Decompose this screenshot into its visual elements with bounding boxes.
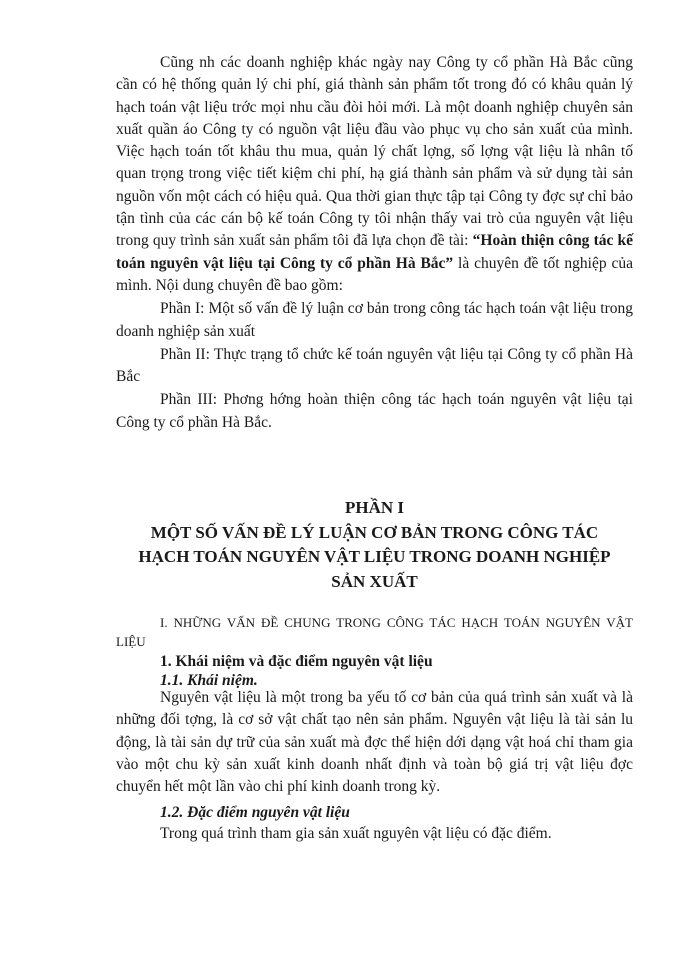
part-2-summary: Phần II: Thực trạng tổ chức kế toán nguyên vật liệu tại Công ty cổ phần Hà Bắc	[116, 345, 633, 386]
section-heading-text: I. NHỮNG VẤN ĐỀ CHUNG TRONG CÔNG TÁC HẠCH TOÁN NGUYÊN VẬT LIỆU	[116, 615, 633, 649]
characteristics-paragraph: Trong quá trình tham gia sản xuất nguyên vật liệu có đặc điểm.	[160, 825, 552, 842]
intro-text-end: là chuyên đề tốt nghiệp của mình. Nội dung chuyên đề bao gồm:	[116, 254, 633, 294]
section-heading	[116, 614, 633, 651]
subsection-1-1-heading: 1.1. Khái niệm.	[160, 672, 258, 689]
subsection-1-heading: 1. Khái niệm và đặc điểm nguyên vật liệu	[160, 653, 433, 670]
topic-title: “Hoàn thiện công tác kế toán nguyên vật liệu tại Công ty cổ phần Hà Bắc”	[116, 232, 634, 272]
chapter-title-line-2: HẠCH TOÁN NGUYÊN VẬT LIỆU TRONG DOANH NGHIỆP	[138, 547, 611, 566]
characteristics-section	[116, 823, 633, 845]
chapter-label: PHẦN I	[344, 498, 405, 517]
chapter-heading	[116, 496, 633, 594]
intro-text-start: Cũng nh các doanh nghiệp khác ngày nay Công ty cổ phần Hà Bắc cũng cần có hệ thống quản lý chi phí, giá thành sản phẩm tốt trong đó có khâu quản lý hạch toán vật liệu trớc mọi nhu cầu đòi hỏi mới. Là một doanh nghiệp chuyên sản xuất quần áo Công ty có nguồn vật liệu đầu vào phục vụ cho sản xuất của mình. Việc hạch toán tốt khâu thu mua, quản lý chất lợng, số lợng vật liệu là nhân tố quan trọng trong việc tiết kiệm chi phí, hạ giá thành sản phẩm và sử dụng tài sản nguồn vốn một cách có hiệu quả. Qua thời gian thực tập tại Công ty đợc sự chỉ bảo tận tình của các cán bộ kế toán Công ty tôi nhận thấy vai trò của nguyên vật liệu trong quy trình sản xuất sản phẩm tôi đã lựa chọn đề tài:	[116, 54, 633, 250]
definition-section	[116, 687, 633, 798]
chapter-title-line-3: SẢN XUẤT	[331, 571, 418, 591]
intro-section	[116, 52, 633, 434]
definition-paragraph: Nguyên vật liệu là một trong ba yếu tố cơ bản của quá trình sản xuất và là những đối tợng, là cơ sở vật chất tạo nên sản phẩm. Nguyên vật liệu là tài sản lu động, là tài sản dự trữ của sản xuất mà đợc thể hiện dới dạng vật hoá chỉ tham gia vào một chu kỳ sản xuất kinh doanh nhất định và toàn bộ giá trị vật liệu đợc chuyển hết một lần vào chi phí kinh doanh trong kỳ.	[116, 689, 633, 796]
subsection-1-2-heading: 1.2. Đặc điểm nguyên vật liệu	[160, 804, 350, 821]
part-3-summary: Phần III: Phơng hớng hoàn thiện công tác hạch toán nguyên vật liệu tại Công ty cổ phần Hà Bắc.	[116, 391, 633, 431]
part-1-summary: Phần I: Một số vấn đề lý luận cơ bản trong công tác hạch toán vật liệu trong doanh nghiệp sản xuất	[116, 300, 633, 340]
intro-paragraph	[116, 52, 633, 297]
chapter-title-line-1: MỘT SỐ VẤN ĐỀ LÝ LUẬN CƠ BẢN TRONG CÔNG TÁC	[150, 522, 599, 542]
